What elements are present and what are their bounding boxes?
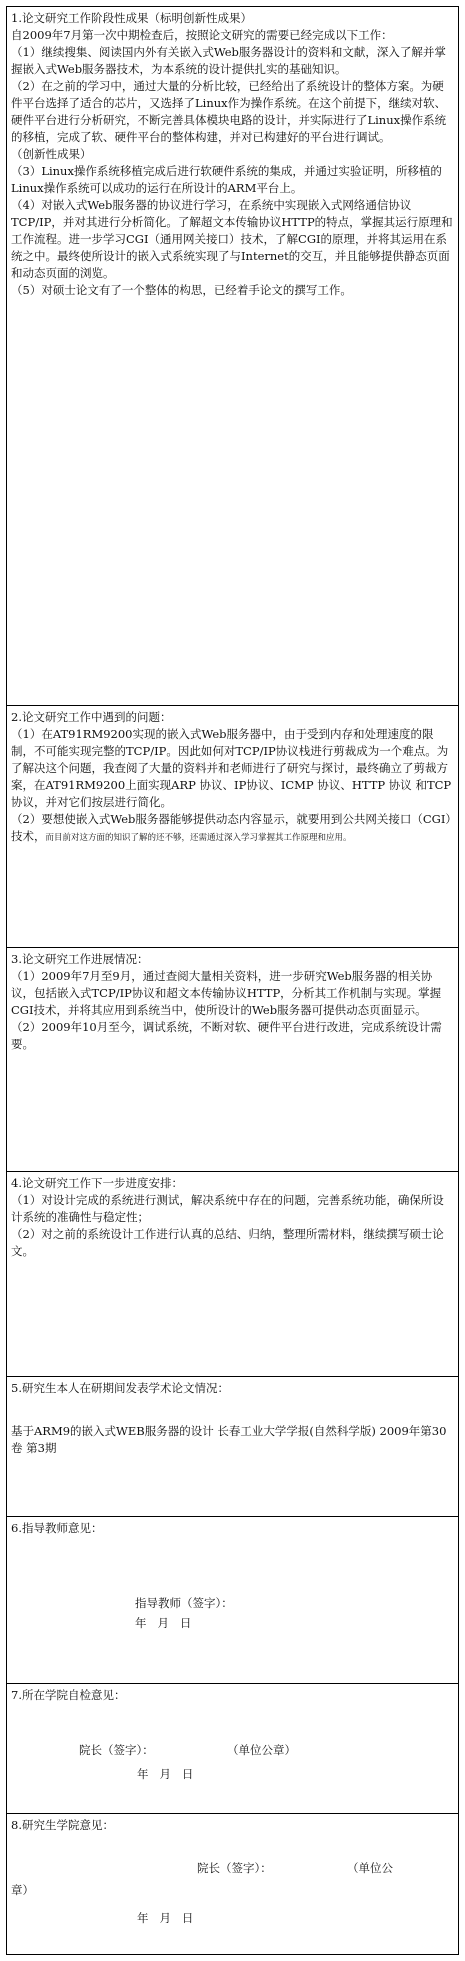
section-3-item-1: （1）2009年7月至9月，通过查阅大量相关资料，进一步研究Web服务器的相关协议，包括嵌入式TCP/IP协议和超文本传输协议HTTP，分析其工作机制与实现。掌握CGI技术，并将其应用到系统当中，使所设计的Web服务器可提供动态页面显示。 (11, 969, 442, 1017)
section-4-item-1: （1）对设计完成的系统进行测试，解决系统中存在的问题，完善系统功能，确保所设计系统的准确性与稳定性； (11, 1193, 444, 1224)
section-8-graduate-school-opinion (6, 1814, 459, 1955)
section-4-item-2: （2）对之前的系统设计工作进行认真的总结、归纳，整理所需材料，继续撰写硕士论文。 (11, 1227, 444, 1258)
section-5-title: 5.研究生本人在研期间发表学术论文情况： (11, 1381, 229, 1395)
advisor-signature-label: 指导教师（签字）： (135, 1596, 233, 1610)
section-2-item-2-main: （2）要想使嵌入式Web服务器能够提供动态内容显示，就要用到公共网关接口（CGI）技术， (11, 812, 452, 843)
section-2-item-1: （1）在AT91RM9200实现的嵌入式Web服务器中，由于受到内存和处理速度的限制，不可能实现完整的TCP/IP。因此如何对TCP/IP协议栈进行剪裁成为一个难点。为了解决这个问题，我查阅了大量的资料并和老师进行了研究与探讨，最终确立了剪裁方案，在AT91RM9200上面实现ARP 协议、IP协议、ICMP 协议、HTTP 协议 和TCP 协议，并对它们按层进行简化。 (11, 727, 452, 809)
section-5-publication: 基于ARM9的嵌入式WEB服务器的设计 长春工业大学学报(自然科学版) 2009年第30卷 第3期 (11, 1424, 447, 1455)
gs-dean-signature-label: 院长（签字）： (197, 1861, 272, 1875)
advisor-date-label: 年 月 日 (135, 1616, 192, 1630)
gs-date-label: 年 月 日 (137, 1911, 194, 1925)
gs-seal-label: （单位公 (347, 1861, 393, 1875)
section-2-problems (6, 706, 459, 948)
section-7-college-opinion (6, 1684, 459, 1814)
section-1-item-5: （5）对硕士论文有了一个整体的构思，已经着手论文的撰写工作。 (11, 283, 352, 297)
section-5-publications (6, 1377, 459, 1517)
college-seal-label: （单位公章） (227, 1743, 296, 1757)
section-7-title: 7.所在学院自检意见： (11, 1688, 126, 1702)
college-date-label: 年 月 日 (137, 1767, 194, 1781)
section-6-advisor-opinion (6, 1517, 459, 1684)
section-4-title: 4.论文研究工作下一步进度安排： (11, 1176, 183, 1190)
section-8-title: 8.研究生学院意见： (11, 1818, 114, 1832)
section-1-phase-results (6, 6, 459, 706)
section-6-title: 6.指导教师意见： (11, 1521, 103, 1535)
dean-signature-label: 院长（签字）： (79, 1743, 154, 1757)
section-1-title: 1.论文研究工作阶段性成果（标明创新性成果） (11, 11, 252, 25)
section-2-item-2 (11, 811, 454, 847)
section-1-item-4: （4）对嵌入式Web服务器的协议进行学习，在系统中实现嵌入式网络通信协议TCP/IP，并对其进行分析简化。了解超文本传输协议HTTP的特点，掌握其运行原理和工作流程。进一步学习CGI（通用网关接口）技术，了解CGI的原理，并将其运用在系统之中。最终使所设计的嵌入式系统实现了与Internet的交互，并且能够提供静态页面和动态页面的浏览。 (11, 198, 453, 280)
section-1-innovation-label: （创新性成果） (11, 147, 92, 161)
section-3-progress (6, 948, 459, 1172)
section-3-title: 3.论文研究工作进展情况： (11, 952, 149, 966)
section-4-next-plan (6, 1172, 459, 1377)
section-3-item-2: （2）2009年10月至今，调试系统，不断对软、硬件平台进行改进，完成系统设计需要。 (11, 1020, 442, 1051)
section-2-item-2-tail: 而目前对这方面的知识了解的还不够，还需通过深入学习掌握其工作原理和应用。 (45, 833, 352, 843)
section-1-item-3: （3）Linux操作系统移植完成后进行软硬件系统的集成，并通过实验证明，所移植的Linux操作系统可以成功的运行在所设计的ARM平台上。 (11, 164, 442, 195)
gs-seal-wrap-label: 章） (11, 1883, 34, 1897)
section-1-item-1: （1）继续搜集、阅读国内外有关嵌入式Web服务器设计的资料和文献，深入了解并掌握嵌入式Web服务器技术，为本系统的设计提供扎实的基础知识。 (11, 45, 446, 76)
section-1-intro: 自2009年7月第一次中期检查后，按照论文研究的需要已经完成以下工作： (11, 28, 393, 42)
section-2-title: 2.论文研究工作中遇到的问题： (11, 710, 172, 724)
section-1-item-2: （2）在之前的学习中，通过大量的分析比较，已经给出了系统设计的整体方案。为硬件平台选择了适合的芯片，又选择了Linux作为操作系统。在这个前提下，继续对软、硬件平台进行分析研究，不断完善具体模块电路的设计，并实际进行了Linux操作系统的移植，完成了软、硬件平台的整体构建，并对已构建好的平台进行调试。 (11, 79, 447, 144)
